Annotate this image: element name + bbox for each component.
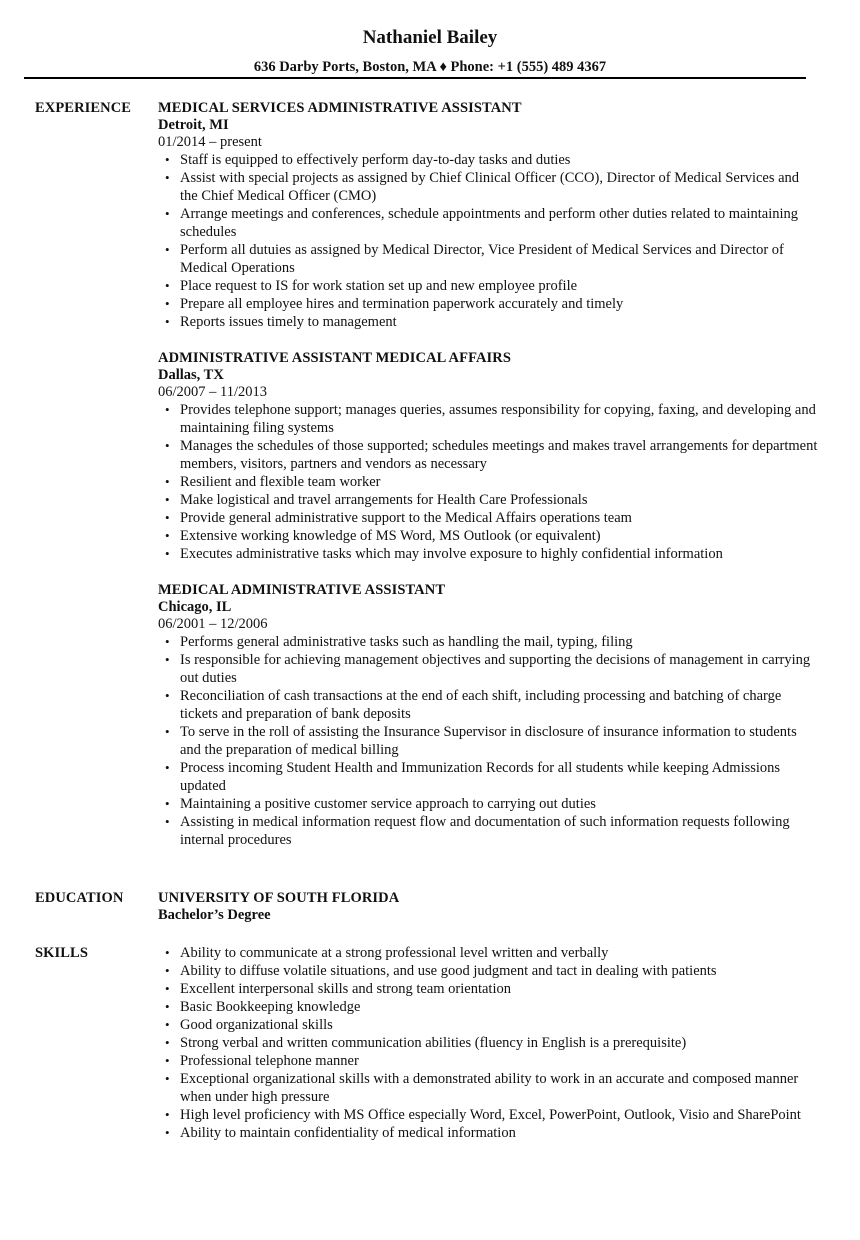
job-entry xyxy=(158,581,818,849)
section-label-experience: EXPERIENCE xyxy=(35,100,132,116)
bullet-item: • Assist with special projects as assigned by Chief Clinical Officer (CCO), Director of Medical Services and the Chief Medical Officer (CMO) xyxy=(180,169,818,205)
job-bullets xyxy=(158,401,818,563)
bullet-item: • Process incoming Student Health and Immunization Records for all students while keeping Admissions updated xyxy=(180,759,818,795)
job-bullets xyxy=(158,633,818,849)
degree: Bachelor’s Degree xyxy=(158,907,271,923)
job-title: ADMINISTRATIVE ASSISTANT MEDICAL AFFAIRS xyxy=(158,350,512,366)
skill-item: • Professional telephone manner xyxy=(180,1052,818,1070)
bullet-item: • Manages the schedules of those supported; schedules meetings and makes travel arrangements for department members, visitors, partners and vendors as necessary xyxy=(180,437,818,473)
bullet-item: • Place request to IS for work station set up and new employee profile xyxy=(180,277,818,295)
job-entry xyxy=(158,99,818,331)
bullet-item: • Is responsible for achieving management objectives and supporting the decisions of management in carrying out duties xyxy=(180,651,818,687)
bullet-item: • Performs general administrative tasks such as handling the mail, typing, filing xyxy=(180,633,818,651)
bullet-item: • Provide general administrative support to the Medical Affairs operations team xyxy=(180,509,818,527)
bullet-item: • Resilient and flexible team worker xyxy=(180,473,818,491)
job-entry xyxy=(158,349,818,563)
school-name: UNIVERSITY OF SOUTH FLORIDA xyxy=(158,890,400,906)
bullet-item: • Perform all dutuies as assigned by Medical Director, Vice President of Medical Services and Director of Medical Operations xyxy=(180,241,818,277)
bullet-item: • Assisting in medical information request flow and documentation of such information requests following internal procedures xyxy=(180,813,818,849)
bullet-item: • Arrange meetings and conferences, schedule appointments and perform other duties related to maintaining schedules xyxy=(180,205,818,241)
job-title: MEDICAL ADMINISTRATIVE ASSISTANT xyxy=(158,582,446,598)
bullet-item: • Reports issues timely to management xyxy=(180,313,818,331)
section-label-education: EDUCATION xyxy=(35,890,124,906)
education-entry xyxy=(158,889,818,924)
job-bullets xyxy=(158,151,818,331)
skill-item: • Ability to diffuse volatile situations, and use good judgment and tact in dealing with patients xyxy=(180,962,818,980)
experience-list xyxy=(158,99,818,867)
bullet-item: • To serve in the roll of assisting the Insurance Supervisor in disclosure of insurance information to students and the preparation of medical billing xyxy=(180,723,818,759)
job-dates: 06/2007 – 11/2013 xyxy=(158,384,268,400)
header-divider xyxy=(24,77,806,79)
skill-item: • Ability to maintain confidentiality of medical information xyxy=(180,1124,818,1142)
job-title: MEDICAL SERVICES ADMINISTRATIVE ASSISTANT xyxy=(158,100,522,116)
skills-list xyxy=(158,944,818,1142)
bullet-item: • Extensive working knowledge of MS Word, MS Outlook (or equivalent) xyxy=(180,527,818,545)
job-location: Chicago, IL xyxy=(158,599,232,615)
skill-item: • High level proficiency with MS Office especially Word, Excel, PowerPoint, Outlook, Visio and SharePoint xyxy=(180,1106,818,1124)
skill-item: • Exceptional organizational skills with a demonstrated ability to work in an accurate and composed manner when under high pressure xyxy=(180,1070,818,1106)
skills-bullets xyxy=(158,944,818,1142)
skill-item: • Strong verbal and written communication abilities (fluency in English is a prerequisite) xyxy=(180,1034,818,1052)
bullet-item: • Reconciliation of cash transactions at the end of each shift, including processing and batching of charge tickets and preparation of bank deposits xyxy=(180,687,818,723)
candidate-name: Nathaniel Bailey xyxy=(362,27,498,48)
job-location: Dallas, TX xyxy=(158,367,224,383)
job-dates: 06/2001 – 12/2006 xyxy=(158,616,268,632)
job-dates: 01/2014 – present xyxy=(158,134,262,150)
contact-line: 636 Darby Ports, Boston, MA ♦ Phone: +1 (555) 489 4367 xyxy=(253,59,607,75)
bullet-item: • Maintaining a positive customer service approach to carrying out duties xyxy=(180,795,818,813)
skill-item: • Good organizational skills xyxy=(180,1016,818,1034)
bullet-item: • Prepare all employee hires and termination paperwork accurately and timely xyxy=(180,295,818,313)
bullet-item: • Staff is equipped to effectively perform day-to-day tasks and duties xyxy=(180,151,818,169)
bullet-item: • Make logistical and travel arrangements for Health Care Professionals xyxy=(180,491,818,509)
skill-item: • Ability to communicate at a strong professional level written and verbally xyxy=(180,944,818,962)
skill-item: • Excellent interpersonal skills and strong team orientation xyxy=(180,980,818,998)
job-location: Detroit, MI xyxy=(158,117,229,133)
skill-item: • Basic Bookkeeping knowledge xyxy=(180,998,818,1016)
section-label-skills: SKILLS xyxy=(35,945,88,961)
bullet-item: • Provides telephone support; manages queries, assumes responsibility for copying, faxing, and developing and maintaining filing systems xyxy=(180,401,818,437)
bullet-item: • Executes administrative tasks which may involve exposure to highly confidential information xyxy=(180,545,818,563)
